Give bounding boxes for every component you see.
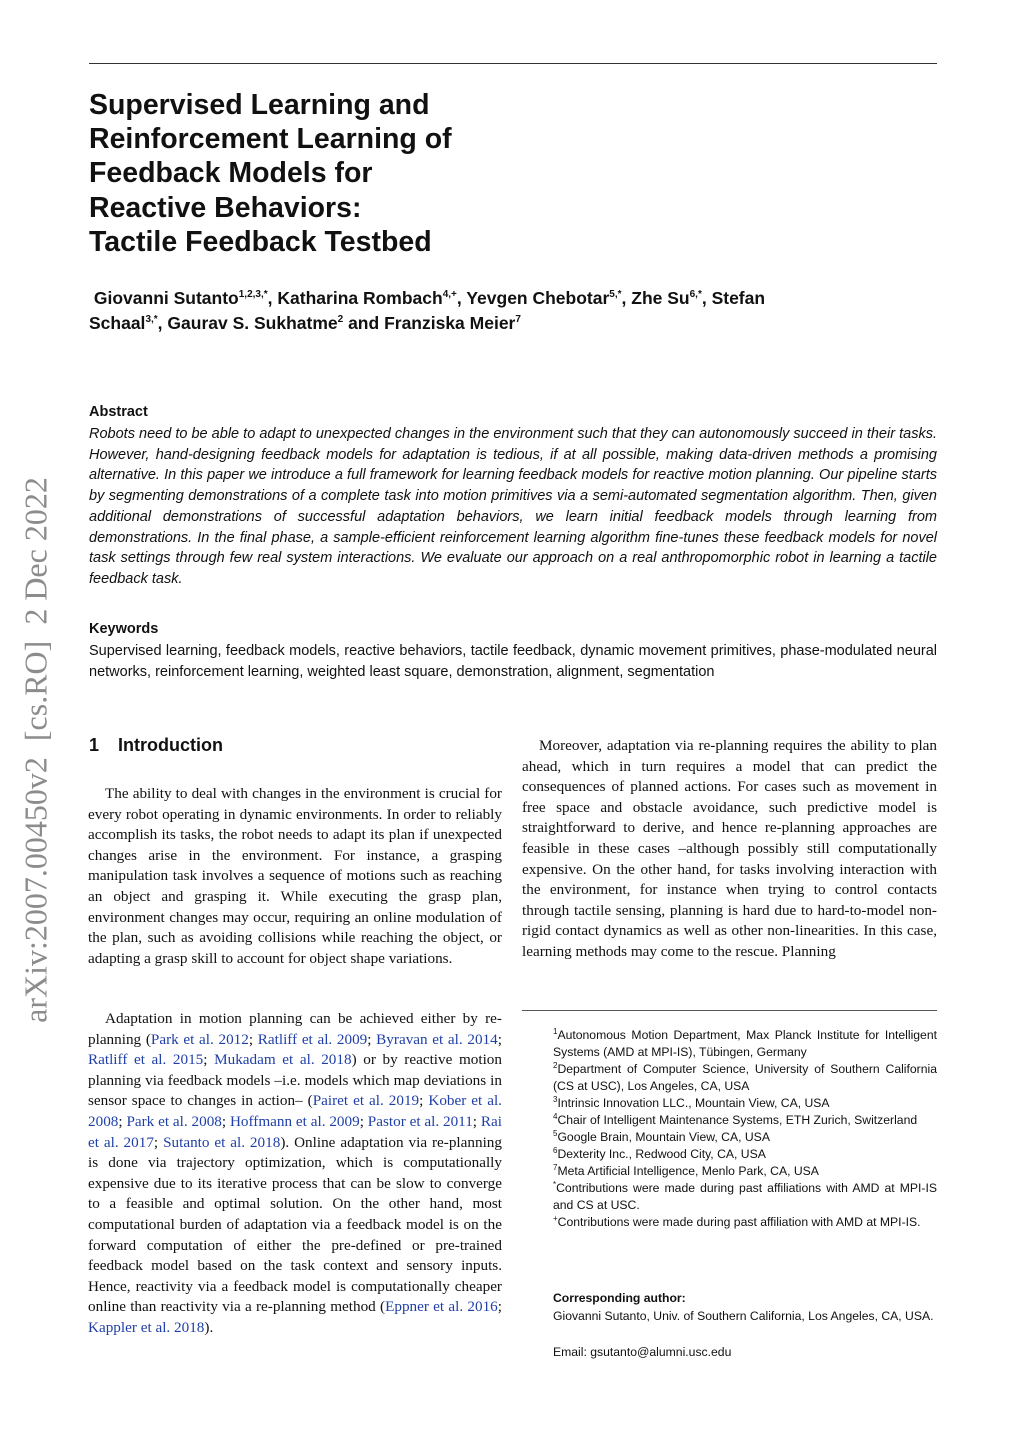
footnote <box>553 1129 937 1146</box>
title-line: Reinforcement Learning of <box>89 123 452 156</box>
footnote-mark: 6 <box>553 1145 558 1155</box>
author-name: Stefan <box>711 288 766 308</box>
citation-link[interactable]: Ratliff et al. 2015 <box>88 1051 204 1069</box>
corresponding-author-heading: Corresponding author: <box>553 1291 686 1305</box>
author-name: Franziska Meier <box>384 313 516 333</box>
footnote <box>553 1061 937 1095</box>
footnote-mark: 3 <box>553 1094 558 1104</box>
section-heading <box>89 735 223 756</box>
footnote-text: Contributions were made during past affiliations with AMD at MPI-IS and CS at USC. <box>553 1181 937 1212</box>
author-name: Giovanni Sutanto <box>93 288 239 308</box>
author-name: Katharina Rombach <box>277 288 443 308</box>
paragraph-text: Adaptation in motion planning can be achieved either by re-planning ( <box>88 1010 502 1048</box>
corresponding-author-email[interactable]: Email: gsutanto@alumni.usc.edu <box>553 1345 732 1359</box>
footnote <box>553 1163 937 1180</box>
footnote-mark: * <box>553 1179 557 1189</box>
footnote-text: Contributions were made during past affiliation with AMD at MPI-IS. <box>557 1215 921 1229</box>
author-line-2: Schaal$^{3,*}$, Gaurav S. Sukhatme$^2$ and Franziska Meier$^7$ <box>89 313 521 333</box>
citation-link[interactable]: Mukadam et al. 2018 <box>214 1051 352 1069</box>
author-name: Gaurav S. Sukhatme <box>167 313 338 333</box>
citation-link[interactable]: Rai et al. 2017 <box>88 1112 502 1151</box>
citation-link[interactable]: Kober et al. 2008 <box>88 1092 502 1130</box>
author-affiliation: 1,2,3,* <box>238 289 268 301</box>
section-title: Introduction <box>118 735 223 755</box>
arxiv-stamp: arXiv:2007.00450v2 [cs.RO] 2 Dec 2022 <box>17 477 54 1023</box>
author-affiliation: 4,+ <box>442 289 457 301</box>
author-affiliation: 2 <box>337 314 344 326</box>
author-affiliation: 3,* <box>145 314 158 326</box>
abstract-heading: Abstract <box>89 404 148 420</box>
intro-paragraph-2: Adaptation in motion planning can be achieved either by re-planning (Park et al. 2012; Ratliff et al. 2009; Byravan et al. 2014; Ratliff et al. 2015; Mukadam et al. 2018) or by reactive motion planning via feedback models –i.e. models which map deviations in sensor space to changes in action– (Pairet et al. 2019; Kober et al. 2008; Park et al. 2008; Hoffmann et al. 2009; Pastor et al. 2011; Rai et al. 2017; Sutanto et al. 2018). Online adaptation via re-planning is done via trajectory optimization, which is computationally expensive due to its iterative process that can be slow to converge to a feasible and optimal solution. On the other hand, most computational burden of adaptation via a feedback model is on the forward computation of either the pre-defined or pre-trained feedback model based on the task context and sensory inputs. Hence, reactivity via a feedback model is computationally cheaper online than reactivity via a re-planning method (Eppner et al. 2016; Kappler et al. 2018). <box>88 1010 502 1336</box>
footnote-mark: 5 <box>553 1128 558 1138</box>
footnote-rule <box>522 1010 937 1011</box>
footnote-mark: 7 <box>553 1162 558 1172</box>
citation-link[interactable]: Kappler et al. 2018 <box>88 1318 205 1336</box>
title-line: Tactile Feedback Testbed <box>89 225 432 258</box>
author-list <box>89 286 939 336</box>
footnote <box>553 1180 937 1214</box>
author-line-1: Giovanni Sutanto$^{1,2,3,*}$, Katharina Rombach$^{4,+}$, Yevgen Chebotar$^{5,*}$, Zhe $Su^{6,*}$, Stefan <box>93 288 766 308</box>
title-line: Supervised Learning and <box>89 89 430 121</box>
author-conjunction: and <box>348 313 380 333</box>
footnote-mark: 4 <box>553 1111 558 1121</box>
keywords-heading: Keywords <box>89 621 159 637</box>
footnote-text: Meta Artificial Intelligence, Menlo Park, CA, USA <box>557 1164 819 1178</box>
footnote-text: Autonomous Motion Department, Max Planck Institute for Intelligent Systems (AMD at MPI-IS), Tübingen, Germany <box>553 1028 937 1059</box>
title-line: Feedback Models for <box>89 157 373 190</box>
corresponding-author-text: Giovanni Sutanto, Univ. of Southern California, Los Angeles, CA, USA. <box>553 1309 934 1323</box>
author-affiliation: 6,* <box>689 289 702 301</box>
author-name: Yevgen Chebotar <box>466 288 610 308</box>
top-rule <box>89 63 937 64</box>
citation-link[interactable]: Park et al. 2012 <box>150 1030 249 1048</box>
footnote <box>553 1214 937 1231</box>
keywords-text: Supervised learning, feedback models, reactive behaviors, tactile feedback, dynamic movement primitives, phase-modulated neural networks, reinforcement learning, weighted least square, demonstration, alignment, segmentation <box>89 643 937 680</box>
citation-link[interactable]: Byravan et al. 2014 <box>376 1030 498 1048</box>
footnote <box>553 1095 937 1112</box>
paragraph-text: ) or by reactive motion planning via feedback models –i.e. models which map deviations in sensor space to changes in action– ( <box>88 1051 502 1110</box>
footnote <box>553 1112 937 1129</box>
author-affiliation: 7 <box>515 314 521 326</box>
citation-link[interactable]: Sutanto et al. 2018 <box>163 1133 281 1151</box>
footnote-mark: + <box>553 1213 558 1223</box>
footnote-text: Chair of Intelligent Maintenance Systems, ETH Zurich, Switzerland <box>557 1113 918 1127</box>
citation-link[interactable]: Eppner et al. 2016 <box>385 1298 498 1316</box>
paper-title <box>89 88 529 259</box>
footnotes <box>553 1027 937 1231</box>
author-affiliation: 5,* <box>609 289 622 301</box>
footnote-text: Department of Computer Science, University of Southern California (CS at USC), Los Angeles, CA, USA <box>553 1062 937 1093</box>
author-name: Schaal <box>89 313 146 333</box>
footnote <box>553 1146 937 1163</box>
footnote-text: Dexterity Inc., Redwood City, CA, USA <box>557 1147 766 1161</box>
title-line: Reactive Behaviors: <box>89 191 362 224</box>
intro-paragraph-1: The ability to deal with changes in the environment is crucial for every robot operating in dynamic environments. In order to reliably accomplish its tasks, the robot needs to adapt its plan if unexpected changes arise in the environment. For instance, a grasping manipulation task involves a sequence of motions such as reaching an object and grasping it. While executing the grasp plan, environment changes may occur, requiring an online modulation of the plan, such as avoiding collisions while reaching the object, or adapting a grasp skill to account for object shape variations. <box>88 785 502 967</box>
section-number: 1 <box>89 735 100 755</box>
citation-link[interactable]: Hoffmann et al. 2009 <box>229 1112 360 1130</box>
abstract-text: Robots need to be able to adapt to unexpected changes in the environment such that they can autonomously succeed in their tasks. However, hand-designing feedback models for adaptation is tedious, if at all possible, making data-driven methods a promising alternative. In this paper we introduce a full framework for learning feedback models for reactive motion planning. Our pipeline starts by segmenting demonstrations of a complete task into motion primitives via a semi-automated segmentation algorithm. Then, given additional demonstrations of successful adaptation behaviors, we learn initial feedback models through learning from demonstrations. In the final phase, a sample-efficient reinforcement learning algorithm fine-tunes these feedback models for novel task settings through few real system interactions. We evaluate our approach on a real anthropomorphic robot in learning a tactile feedback task. <box>89 426 937 587</box>
footnote-mark: 2 <box>553 1060 558 1070</box>
intro-paragraph-3: Moreover, adaptation via re-planning requires the ability to plan ahead, which in turn requires a model that can predict the consequences of planned actions. For cases such as movement in free space and obstacle avoidance, such predictive model is straightforward to derive, and hence re-planning approaches are feasible in these cases –although possibly still computationally expensive. On the other hand, for tasks involving interaction with the environment, for instance when trying to control contacts through tactile sensing, planning is hard due to hard-to-model non-rigid contact dynamics as well as other non-linearities. In this case, learning methods may come to the rescue. Planning <box>522 737 937 960</box>
footnote-mark: 1 <box>553 1026 558 1036</box>
citation-link[interactable]: Park et al. 2008 <box>126 1112 222 1130</box>
paragraph-text: ). Online adaptation via re-planning is done via trajectory optimization, which is computationally expensive due to its iterative process that can be slow to converge to a feasible and optimal solution. On the other hand, most computational burden of adaptation via a feedback model is on the forward computation of either the pre-defined or pre-trained feedback model based on the task context and sensory inputs. Hence, reactivity via a feedback model is computationally cheaper online than reactivity via a re-planning method ( <box>88 1133 502 1316</box>
footnote-text: Intrinsic Innovation LLC., Mountain View, CA, USA <box>557 1096 830 1110</box>
footnote <box>553 1027 937 1061</box>
citation-link[interactable]: Pairet et al. 2019 <box>312 1092 420 1110</box>
footnote-text: Google Brain, Mountain View, CA, USA <box>557 1130 770 1144</box>
citation-link[interactable]: Pastor et al. 2011 <box>367 1112 473 1130</box>
citation-link[interactable]: Ratliff et al. 2009 <box>257 1030 368 1048</box>
author-name: Zhe Su <box>631 288 690 308</box>
paragraph-text: ). <box>204 1318 214 1336</box>
